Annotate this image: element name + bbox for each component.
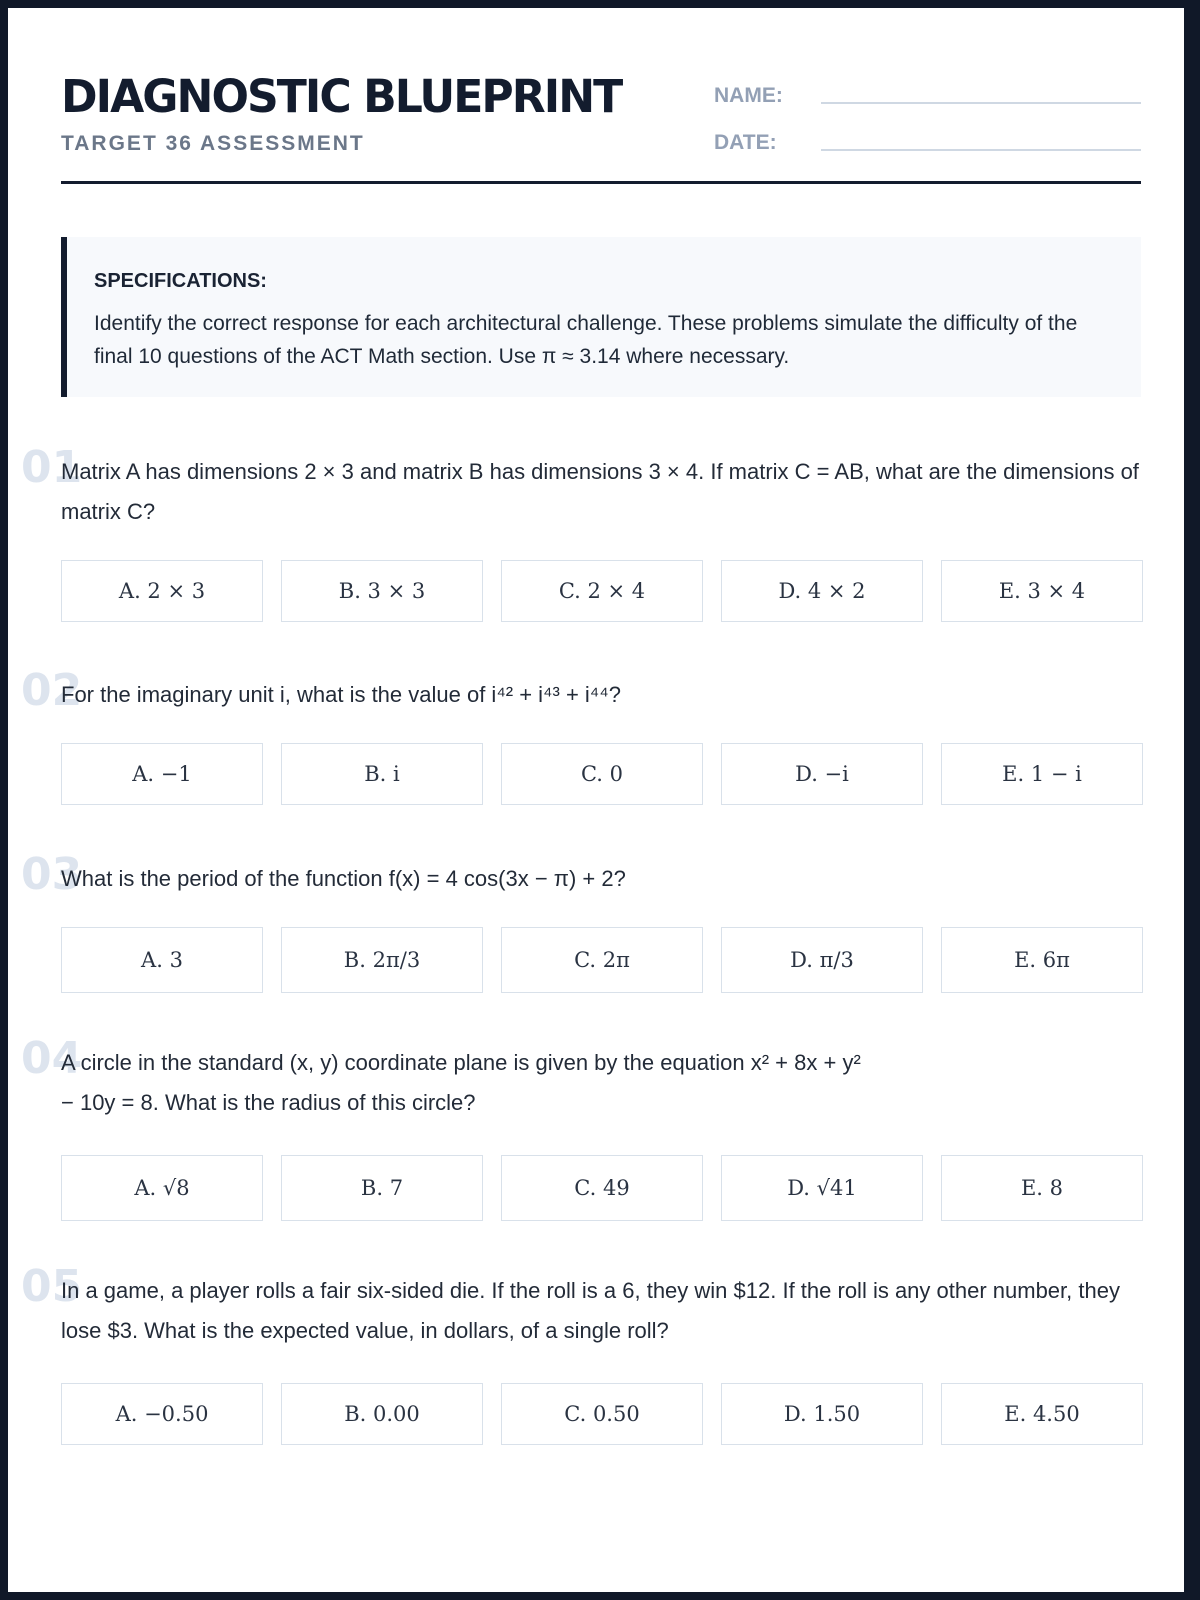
answer-choice-b[interactable]: B. 7: [281, 1155, 483, 1221]
answer-choice-c[interactable]: C. 0.50: [501, 1383, 703, 1445]
answer-choice-e[interactable]: E. 8: [941, 1155, 1143, 1221]
answer-choice-c[interactable]: C. 49: [501, 1155, 703, 1221]
question-number: 04: [21, 1033, 83, 1084]
question-number: 02: [21, 665, 83, 716]
answer-choices-4: [61, 1155, 1143, 1221]
question-5: [21, 1261, 1141, 1351]
name-field[interactable]: [821, 102, 1141, 104]
question-2: [21, 665, 1141, 716]
answer-choice-d[interactable]: D. π/3: [721, 927, 923, 993]
header-divider: [61, 181, 1141, 184]
date-label: DATE:: [714, 131, 777, 154]
answer-choice-b[interactable]: B. 2π/3: [281, 927, 483, 993]
specifications-box: [61, 237, 1141, 397]
answer-choice-a[interactable]: A. −0.50: [61, 1383, 263, 1445]
answer-choice-e[interactable]: E. 1 − i: [941, 743, 1143, 805]
date-field[interactable]: [821, 149, 1141, 151]
answer-choice-a[interactable]: A. 2 × 3: [61, 560, 263, 622]
page-subtitle: TARGET 36 ASSESSMENT: [61, 132, 365, 155]
answer-choice-e[interactable]: E. 4.50: [941, 1383, 1143, 1445]
answer-choice-b[interactable]: B. i: [281, 743, 483, 805]
answer-choice-b[interactable]: B. 3 × 3: [281, 560, 483, 622]
question-4: [21, 1033, 861, 1123]
answer-choice-e[interactable]: E. 6π: [941, 927, 1143, 993]
question-3: [21, 849, 1141, 900]
question-text: For the imaginary unit i, what is the value of i⁴² + i⁴³ + i⁴⁴?: [61, 682, 621, 707]
answer-choice-e[interactable]: E. 3 × 4: [941, 560, 1143, 622]
specifications-heading: SPECIFICATIONS:: [94, 270, 267, 292]
answer-choice-d[interactable]: D. 4 × 2: [721, 560, 923, 622]
answer-choices-5: [61, 1383, 1143, 1445]
answer-choice-c[interactable]: C. 2π: [501, 927, 703, 993]
answer-choice-c[interactable]: C. 0: [501, 743, 703, 805]
question-number: 05: [21, 1261, 83, 1312]
answer-choice-d[interactable]: D. √41: [721, 1155, 923, 1221]
answer-choice-a[interactable]: A. √8: [61, 1155, 263, 1221]
specifications-text: Identify the correct response for each architectural challenge. These problems simulate the difficulty of the final 10 questions of the ACT Math section. Use π ≈ 3.14 where necessary.: [94, 312, 1078, 368]
worksheet-page: [8, 8, 1184, 1592]
question-text: A circle in the standard (x, y) coordinate plane is given by the equation x² + 8x + y² − 10y = 8. What is the radius of this circle?: [61, 1050, 861, 1115]
answer-choice-b[interactable]: B. 0.00: [281, 1383, 483, 1445]
answer-choices-3: [61, 927, 1143, 993]
question-number: 03: [21, 849, 83, 900]
answer-choices-2: [61, 743, 1143, 805]
page-title: DIAGNOSTIC BLUEPRINT: [61, 70, 622, 123]
question-text: Matrix A has dimensions 2 × 3 and matrix B has dimensions 3 × 4. If matrix C = AB, what are the dimensions of matrix C?: [61, 459, 1139, 524]
answer-choice-c[interactable]: C. 2 × 4: [501, 560, 703, 622]
question-text: What is the period of the function f(x) = 4 cos(3x − π) + 2?: [61, 866, 626, 891]
question-number: 01: [21, 442, 83, 493]
answer-choice-d[interactable]: D. 1.50: [721, 1383, 923, 1445]
answer-choice-a[interactable]: A. −1: [61, 743, 263, 805]
name-label: NAME:: [714, 84, 783, 107]
answer-choices-1: [61, 560, 1143, 622]
question-text: In a game, a player rolls a fair six-sided die. If the roll is a 6, they win $12. If the roll is any other number, they lose $3. What is the expected value, in dollars, of a single roll?: [61, 1278, 1120, 1343]
answer-choice-a[interactable]: A. 3: [61, 927, 263, 993]
question-1: [21, 442, 1141, 532]
answer-choice-d[interactable]: D. −i: [721, 743, 923, 805]
